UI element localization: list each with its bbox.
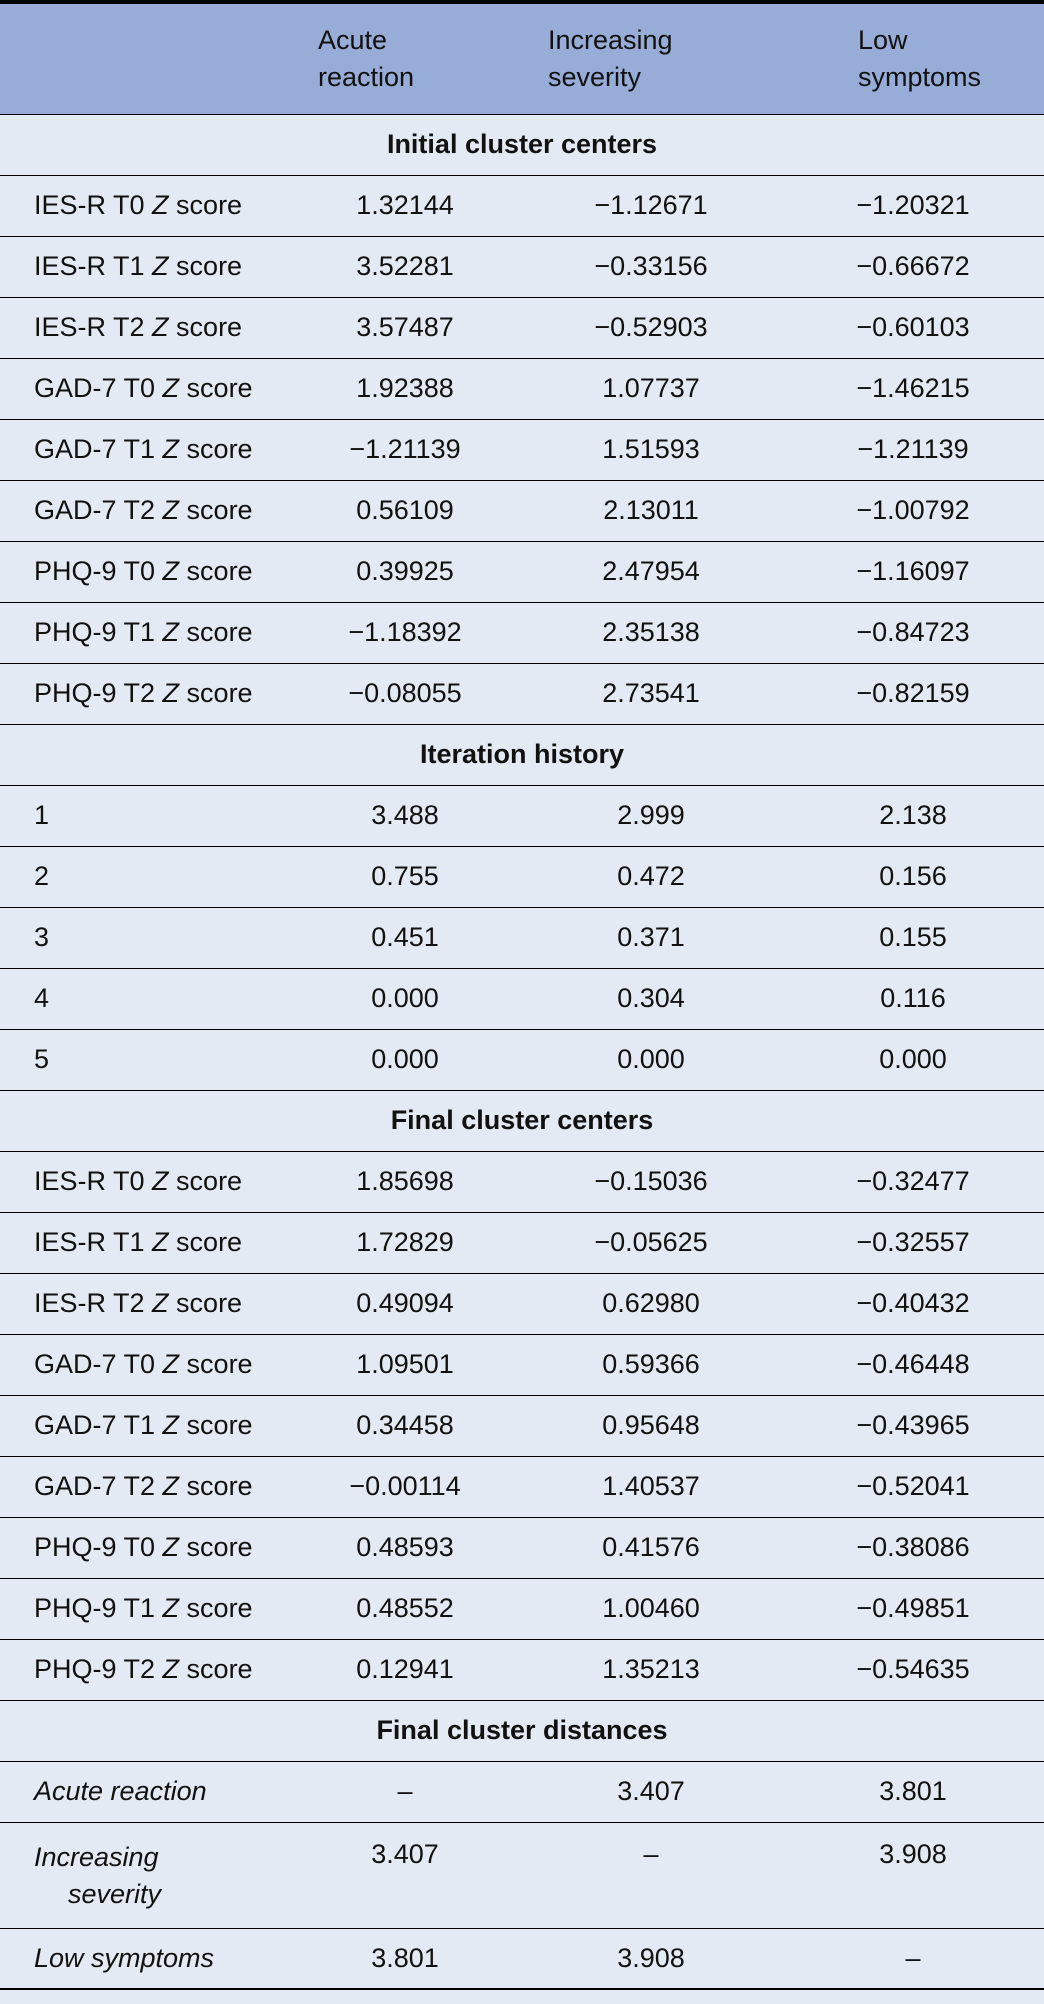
row-label: GAD-7 T2 Z score: [0, 1456, 290, 1517]
value-cell: −0.05625: [520, 1212, 782, 1273]
section-title: Final cluster centers: [0, 1090, 1044, 1151]
section-header-initial: [0, 114, 1044, 175]
row-label-line2: severity: [68, 1878, 162, 1909]
value-cell: −0.43965: [782, 1395, 1044, 1456]
row-label: IES-R T0 Z score: [0, 1151, 290, 1212]
table-row: [0, 968, 1044, 1029]
value-cell: −1.16097: [782, 541, 1044, 602]
value-cell: 2.13011: [520, 480, 782, 541]
value-cell: 0.116: [782, 968, 1044, 1029]
value-cell: 1.07737: [520, 358, 782, 419]
table-row: [0, 1578, 1044, 1639]
row-label: GAD-7 T2 Z score: [0, 480, 290, 541]
table-row: [0, 1273, 1044, 1334]
row-label: IES-R T1 Z score: [0, 1212, 290, 1273]
value-cell: 2.999: [520, 785, 782, 846]
value-cell: 2.73541: [520, 663, 782, 724]
value-cell: 0.156: [782, 846, 1044, 907]
value-cell: 0.000: [290, 968, 520, 1029]
row-label: 5: [0, 1029, 290, 1090]
table-row: [0, 358, 1044, 419]
row-label: PHQ-9 T2 Z score: [0, 1639, 290, 1700]
table-row: [0, 907, 1044, 968]
value-cell: −0.32477: [782, 1151, 1044, 1212]
value-cell: 3.407: [520, 1761, 782, 1822]
table-row: [0, 1395, 1044, 1456]
row-label: PHQ-9 T0 Z score: [0, 1517, 290, 1578]
table-row: [0, 1334, 1044, 1395]
value-cell: −0.32557: [782, 1212, 1044, 1273]
section-title: Initial cluster centers: [0, 114, 1044, 175]
row-label: IES-R T2 Z score: [0, 297, 290, 358]
table-row: [0, 541, 1044, 602]
table-row: [0, 602, 1044, 663]
table-row: [0, 1761, 1044, 1822]
value-cell: 0.155: [782, 907, 1044, 968]
row-label: 3: [0, 907, 290, 968]
value-cell: 1.92388: [290, 358, 520, 419]
value-cell: 0.34458: [290, 1395, 520, 1456]
row-label: 4: [0, 968, 290, 1029]
row-label: 1: [0, 785, 290, 846]
section-title: Final cluster distances: [0, 1700, 1044, 1761]
value-cell: −1.20321: [782, 175, 1044, 236]
value-cell: 0.59366: [520, 1334, 782, 1395]
value-cell: –: [290, 1761, 520, 1822]
section-header-distances: [0, 1700, 1044, 1761]
table-row: [0, 785, 1044, 846]
row-label: IES-R T0 Z score: [0, 175, 290, 236]
table-row: [0, 1822, 1044, 1928]
table-row: [0, 236, 1044, 297]
value-cell: −0.60103: [782, 297, 1044, 358]
value-cell: 3.801: [290, 1928, 520, 1989]
value-cell: −0.00114: [290, 1456, 520, 1517]
table-row: [0, 419, 1044, 480]
value-cell: −1.21139: [290, 419, 520, 480]
value-cell: 1.35213: [520, 1639, 782, 1700]
value-cell: −0.38086: [782, 1517, 1044, 1578]
value-cell: −0.15036: [520, 1151, 782, 1212]
value-cell: 0.000: [782, 1029, 1044, 1090]
value-cell: 0.755: [290, 846, 520, 907]
value-cell: 0.48593: [290, 1517, 520, 1578]
row-label: GAD-7 T0 Z score: [0, 1334, 290, 1395]
value-cell: 0.451: [290, 907, 520, 968]
value-cell: 2.35138: [520, 602, 782, 663]
table-row: [0, 1029, 1044, 1090]
value-cell: −0.46448: [782, 1334, 1044, 1395]
value-cell: −1.21139: [782, 419, 1044, 480]
value-cell: 1.00460: [520, 1578, 782, 1639]
section-header-iteration: [0, 724, 1044, 785]
value-cell: 2.47954: [520, 541, 782, 602]
value-cell: 1.32144: [290, 175, 520, 236]
value-cell: 0.000: [290, 1029, 520, 1090]
value-cell: −0.84723: [782, 602, 1044, 663]
value-cell: −0.49851: [782, 1578, 1044, 1639]
value-cell: −0.66672: [782, 236, 1044, 297]
value-cell: 0.62980: [520, 1273, 782, 1334]
row-label-line1: Increasing: [34, 1841, 159, 1872]
value-cell: 1.51593: [520, 419, 782, 480]
table-row: [0, 480, 1044, 541]
value-cell: 3.407: [290, 1822, 520, 1928]
value-cell: −1.46215: [782, 358, 1044, 419]
value-cell: 0.371: [520, 907, 782, 968]
value-cell: −0.82159: [782, 663, 1044, 724]
section-header-final: [0, 1090, 1044, 1151]
table-row: [0, 297, 1044, 358]
row-label: GAD-7 T0 Z score: [0, 358, 290, 419]
value-cell: 1.72829: [290, 1212, 520, 1273]
table-row: [0, 1517, 1044, 1578]
value-cell: −0.52903: [520, 297, 782, 358]
value-cell: 1.85698: [290, 1151, 520, 1212]
row-label: PHQ-9 T0 Z score: [0, 541, 290, 602]
table-row: [0, 1639, 1044, 1700]
value-cell: 1.40537: [520, 1456, 782, 1517]
value-cell: 3.908: [520, 1928, 782, 1989]
row-label: IES-R T1 Z score: [0, 236, 290, 297]
value-cell: −0.33156: [520, 236, 782, 297]
row-label: PHQ-9 T1 Z score: [0, 602, 290, 663]
header-low-symptoms: Low symptoms: [782, 2, 1044, 114]
value-cell: 0.472: [520, 846, 782, 907]
table-row: [0, 1456, 1044, 1517]
value-cell: 0.49094: [290, 1273, 520, 1334]
row-label: PHQ-9 T2 Z score: [0, 663, 290, 724]
table-row: [0, 1212, 1044, 1273]
table-row: [0, 175, 1044, 236]
table-row: [0, 663, 1044, 724]
value-cell: 3.908: [782, 1822, 1044, 1928]
value-cell: −0.40432: [782, 1273, 1044, 1334]
value-cell: –: [520, 1822, 782, 1928]
value-cell: −0.54635: [782, 1639, 1044, 1700]
value-cell: −0.08055: [290, 663, 520, 724]
value-cell: 3.57487: [290, 297, 520, 358]
row-label: PHQ-9 T1 Z score: [0, 1578, 290, 1639]
value-cell: 1.09501: [290, 1334, 520, 1395]
row-label: GAD-7 T1 Z score: [0, 1395, 290, 1456]
table-row: [0, 1151, 1044, 1212]
value-cell: −1.18392: [290, 602, 520, 663]
table-body: [0, 114, 1044, 1989]
row-label: 2: [0, 846, 290, 907]
value-cell: 0.304: [520, 968, 782, 1029]
value-cell: 3.801: [782, 1761, 1044, 1822]
value-cell: –: [782, 1928, 1044, 1989]
value-cell: 3.488: [290, 785, 520, 846]
value-cell: 0.41576: [520, 1517, 782, 1578]
value-cell: 0.48552: [290, 1578, 520, 1639]
value-cell: −0.52041: [782, 1456, 1044, 1517]
table-row: [0, 1928, 1044, 1989]
value-cell: 0.39925: [290, 541, 520, 602]
header-acute-reaction: Acute reaction: [290, 2, 520, 114]
value-cell: 0.95648: [520, 1395, 782, 1456]
value-cell: 0.56109: [290, 480, 520, 541]
value-cell: 3.52281: [290, 236, 520, 297]
row-label: Low symptoms: [0, 1928, 290, 1989]
table-row: [0, 846, 1044, 907]
row-label: Acute reaction: [0, 1761, 290, 1822]
value-cell: −1.00792: [782, 480, 1044, 541]
header-increasing-severity: Increasing severity: [520, 2, 782, 114]
section-title: Iteration history: [0, 724, 1044, 785]
header-empty-cell: [0, 2, 290, 114]
value-cell: −1.12671: [520, 175, 782, 236]
value-cell: 0.000: [520, 1029, 782, 1090]
header-row: [0, 2, 1044, 114]
row-label: [0, 1822, 290, 1928]
value-cell: 0.12941: [290, 1639, 520, 1700]
value-cell: 2.138: [782, 785, 1044, 846]
row-label: IES-R T2 Z score: [0, 1273, 290, 1334]
row-label: GAD-7 T1 Z score: [0, 419, 290, 480]
